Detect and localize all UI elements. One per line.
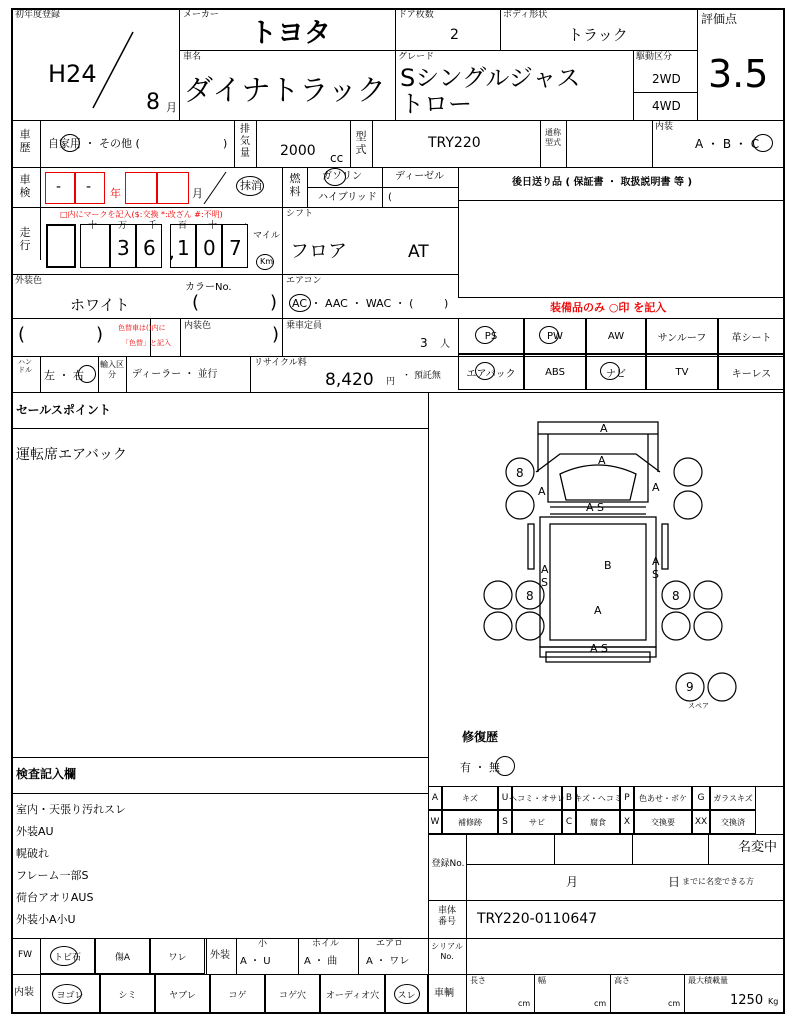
drive-label: 駆動区分 bbox=[636, 52, 673, 62]
score-label: 評価点 bbox=[701, 12, 738, 26]
chassis-label: 車体番号 bbox=[437, 906, 456, 927]
mileage-digit: 6 bbox=[143, 236, 156, 260]
maker: トヨタ bbox=[250, 18, 331, 49]
color-no-paren-close: ) bbox=[270, 292, 278, 313]
km-label: Km bbox=[260, 257, 274, 266]
equipment-item: 革シート bbox=[718, 318, 785, 354]
color-no-label: カラーNo. bbox=[185, 282, 232, 293]
legend-code: U bbox=[498, 786, 512, 810]
fw-label: FW bbox=[18, 950, 33, 960]
disp-label: 排気量 bbox=[240, 124, 250, 159]
legend-code: X bbox=[620, 810, 634, 834]
legend-desc: ガラスキズ bbox=[710, 786, 756, 810]
equipment-item: ABS bbox=[524, 354, 586, 390]
check-item: 荷台アオリAUS bbox=[16, 891, 94, 904]
mileage-mark-box bbox=[46, 224, 76, 268]
aircon-options: AC ・ AAC ・ WAC ・ ( bbox=[292, 297, 414, 310]
load-label: 最大積載量 bbox=[688, 976, 728, 985]
legend-desc: 交換要 bbox=[634, 810, 692, 834]
first-reg-label: 初年度登録 bbox=[15, 10, 61, 20]
interior-item: コゲ bbox=[210, 974, 265, 1014]
capacity: 3 bbox=[420, 336, 428, 350]
height-unit: cm bbox=[668, 999, 681, 1008]
legend-desc: キズ bbox=[442, 786, 498, 810]
mileage-unit-label: 一 bbox=[238, 221, 248, 231]
mileage-note: □内にマークを記入($:交換 *:改ざん #:不明) bbox=[60, 210, 223, 219]
fuel-hybrid: ハイブリッド bbox=[318, 192, 377, 203]
registration-month: 月 bbox=[566, 875, 579, 889]
diag-side-left: A S bbox=[541, 563, 549, 589]
sales-point: 運転席エアバック bbox=[16, 447, 127, 463]
diag-side-right: A S bbox=[652, 555, 660, 581]
registration-change: 名変中 bbox=[738, 840, 778, 855]
diag-tire-rl: 8 bbox=[526, 589, 534, 603]
interior-label: 内装 bbox=[655, 122, 674, 132]
car-name: ダイナトラック bbox=[184, 73, 386, 107]
ext-aero-label: エアロ bbox=[376, 939, 404, 949]
handle-label: ハンドル bbox=[18, 358, 32, 374]
equipment-item: PS bbox=[458, 318, 524, 354]
legend-desc: 腐食 bbox=[576, 810, 620, 834]
sales-label: セールスポイント bbox=[16, 403, 111, 417]
equipment-circle bbox=[539, 326, 559, 344]
fuel-other: ( bbox=[388, 192, 392, 203]
color-change-close: ) bbox=[96, 324, 104, 345]
repair-value: 有 ・ 無 bbox=[460, 761, 500, 774]
ext-wheel-label: ホイル bbox=[312, 939, 340, 949]
check-item: 室内・天張り汚れスレ bbox=[16, 803, 126, 816]
later-items: 後日送り品 ( 保証書 ・ 取扱説明書 等 ) bbox=[512, 177, 693, 188]
capacity-unit: 人 bbox=[440, 339, 450, 350]
equipment-circle bbox=[475, 326, 495, 344]
ext-label: 外装 bbox=[210, 950, 230, 961]
width-unit: cm bbox=[594, 999, 607, 1008]
check-item: 外装小A小U bbox=[16, 913, 76, 926]
mileage-digit: 3 bbox=[117, 236, 130, 260]
legend-desc: キズ・ヘコミ bbox=[576, 786, 620, 810]
exterior-label: 外装色 bbox=[15, 276, 43, 286]
fw-item: ワレ bbox=[150, 938, 205, 974]
diag-bed-b: B bbox=[604, 559, 612, 572]
ext-small-value: A ・ U bbox=[240, 956, 271, 967]
model-label: 型式 bbox=[355, 130, 367, 156]
shift-label: シフト bbox=[286, 209, 314, 219]
equip-title: 装備品のみ ○印 を記入 bbox=[550, 301, 667, 314]
color-change-note-2: 「色替」と記入 bbox=[122, 339, 171, 347]
fuel-circle bbox=[324, 168, 346, 186]
equipment-item: エアバック bbox=[458, 354, 524, 390]
interior-color-close: ) bbox=[272, 324, 280, 345]
legend-code: XX bbox=[692, 810, 710, 834]
drive-4wd: 4WD bbox=[652, 99, 681, 113]
mileage-unit-label: 十 bbox=[208, 221, 218, 231]
exterior-color: ホワイト bbox=[70, 296, 130, 314]
fw-item: トビ石 bbox=[40, 938, 95, 974]
legend-code: G bbox=[692, 786, 710, 810]
history-value: 自家用 ・ その他 ( bbox=[48, 137, 140, 150]
disp-unit: cc bbox=[330, 151, 344, 165]
aircon-label: エアコン bbox=[286, 276, 322, 286]
equipment-item: PW bbox=[524, 318, 586, 354]
aircon-circle bbox=[289, 294, 311, 312]
mileage-label: 走行 bbox=[19, 226, 31, 252]
history-label: 車歴 bbox=[19, 128, 31, 154]
aircon-close: ) bbox=[444, 297, 449, 310]
interior-item: スレ bbox=[385, 974, 428, 1014]
handle-value: 左 ・ 右 bbox=[44, 369, 84, 382]
check-item: フレーム一部S bbox=[16, 869, 89, 882]
legend-desc: 交換済 bbox=[710, 810, 756, 834]
serial-label: シリアルNo. bbox=[431, 942, 463, 961]
equipment-item: ナビ bbox=[586, 354, 646, 390]
check-item: 外装AU bbox=[16, 825, 54, 838]
legend-desc: 補修跡 bbox=[442, 810, 498, 834]
fw-item: 傷A bbox=[95, 938, 150, 974]
first-reg-year: H24 bbox=[48, 60, 97, 88]
length-unit: cm bbox=[518, 999, 531, 1008]
history-circle bbox=[60, 134, 80, 152]
mileage-unit-label: 万 bbox=[118, 221, 128, 231]
legend-code: S bbox=[498, 810, 512, 834]
interior-circle bbox=[394, 984, 420, 1004]
length-label: 長さ bbox=[470, 976, 486, 985]
max-load: 1250 bbox=[730, 993, 764, 1008]
km-circle bbox=[256, 254, 274, 270]
interior-item: ヤブレ bbox=[155, 974, 210, 1014]
interior-grade: A ・ B ・ C bbox=[695, 137, 760, 151]
mileage-comma: , bbox=[169, 242, 175, 263]
diag-tire-rr: 8 bbox=[672, 589, 680, 603]
drive-2wd: 2WD bbox=[652, 72, 681, 86]
height-label: 高さ bbox=[614, 976, 630, 985]
diag-spare-value: 9 bbox=[686, 680, 694, 694]
mileage-digit: 1 bbox=[177, 236, 190, 260]
registration-label: 登録No. bbox=[431, 859, 465, 869]
int-label: 内装 bbox=[14, 987, 34, 998]
insp-dash-1: - bbox=[56, 179, 62, 195]
maker-label: メーカー bbox=[183, 10, 219, 20]
doors-label: ドア枚数 bbox=[398, 10, 434, 20]
size-label: 車輌 bbox=[434, 988, 454, 999]
insp-box-4 bbox=[157, 172, 189, 204]
body-label: ボディ形状 bbox=[503, 10, 548, 20]
shift-type: フロア bbox=[290, 240, 348, 262]
registration-day: 日 bbox=[668, 875, 681, 889]
legend-code: A bbox=[428, 786, 442, 810]
repair-label: 修復歴 bbox=[462, 730, 499, 744]
import-label: 輸入区分 bbox=[100, 360, 124, 379]
legend-desc: ヘコミ・オサレ bbox=[512, 786, 562, 810]
grade-line2: トロー bbox=[400, 90, 472, 118]
mileage-digit: 0 bbox=[203, 236, 216, 260]
legend-code: W bbox=[428, 810, 442, 834]
mileage-unit-label: 十 bbox=[88, 221, 98, 231]
ext-small-label: 小 bbox=[258, 939, 268, 949]
equipment-item: キーレス bbox=[718, 354, 785, 390]
grade-label: グレード bbox=[398, 52, 435, 62]
insp-none-circle bbox=[236, 176, 264, 196]
recycle-unit: 円 bbox=[386, 377, 396, 387]
equipment-item: AW bbox=[586, 318, 646, 354]
first-reg-month-unit: 月 bbox=[166, 101, 177, 114]
fw-circle bbox=[50, 946, 78, 966]
inspection-label: 車検 bbox=[19, 173, 31, 199]
mileage-digit: 7 bbox=[229, 236, 242, 260]
registration-deadline: までに名変できる方 bbox=[682, 877, 754, 886]
interior-item: ヨゴレ bbox=[40, 974, 100, 1014]
equipment-item: サンルーフ bbox=[646, 318, 718, 354]
diag-cab: A bbox=[598, 454, 606, 467]
mile-label: マイル bbox=[253, 231, 280, 241]
insp-dash-2: - bbox=[86, 179, 92, 195]
interior-color-label: 内装色 bbox=[184, 321, 212, 331]
mileage-unit-label: 百 bbox=[178, 221, 188, 231]
diag-bed-a: A bbox=[594, 604, 602, 617]
grade-line1: Sシングルジャス bbox=[400, 64, 581, 92]
repair-circle bbox=[495, 756, 515, 776]
reg-slash bbox=[85, 30, 145, 110]
interior-circle bbox=[753, 134, 773, 152]
first-reg-month: 8 bbox=[146, 90, 160, 115]
interior-item: シミ bbox=[100, 974, 155, 1014]
equipment-circle bbox=[600, 362, 620, 380]
insp-none: 抹消 bbox=[240, 179, 262, 192]
width-label: 幅 bbox=[538, 976, 546, 985]
max-load-unit: Kg bbox=[768, 997, 779, 1006]
checks-label: 検査記入欄 bbox=[16, 767, 77, 781]
capacity-label: 乗車定員 bbox=[286, 321, 323, 331]
chassis-number: TRY220-0110647 bbox=[477, 911, 598, 927]
fuel-gasoline: ガソリン bbox=[322, 171, 362, 182]
insp-year-unit: 年 bbox=[110, 187, 121, 200]
color-change-note-1: 色替車は()内に bbox=[118, 324, 166, 332]
color-change-open: ( bbox=[18, 324, 26, 345]
diag-spare-label: スペア bbox=[688, 702, 709, 710]
ext-aero-value: A ・ ワレ bbox=[366, 956, 410, 967]
insp-slash bbox=[200, 170, 230, 206]
legend-code: C bbox=[562, 810, 576, 834]
legend-desc: サビ bbox=[512, 810, 562, 834]
interior-circle bbox=[52, 984, 82, 1004]
insp-month-unit: 月 bbox=[192, 187, 203, 200]
check-item: 幌破れ bbox=[16, 847, 49, 860]
fuel-diesel: ディーゼル bbox=[395, 171, 444, 182]
diag-cab-right: A bbox=[652, 481, 660, 494]
recycle-label: リサイクル料 bbox=[254, 358, 307, 368]
equipment-circle bbox=[475, 362, 495, 380]
diag-rear: A S bbox=[590, 642, 609, 655]
interior-item: コゲ穴 bbox=[265, 974, 320, 1014]
fuel-label: 燃料 bbox=[289, 172, 301, 198]
doors: 2 bbox=[450, 27, 459, 43]
interior-item: オーディオ穴 bbox=[320, 974, 385, 1014]
shift-trans: AT bbox=[408, 242, 429, 262]
diag-tire-fl: 8 bbox=[516, 466, 524, 480]
legend-desc: 色あせ・ボケ bbox=[634, 786, 692, 810]
recycle-fee: 8,420 bbox=[325, 370, 374, 390]
body-type: トラック bbox=[568, 26, 628, 44]
deposit: ・ 預託無 bbox=[402, 371, 441, 381]
ext-wheel-value: A ・ 曲 bbox=[304, 956, 338, 967]
mileage-unit-label: 千 bbox=[148, 221, 158, 231]
legend-code: B bbox=[562, 786, 576, 810]
diag-front: A bbox=[600, 422, 608, 435]
legend-code: P bbox=[620, 786, 634, 810]
model: TRY220 bbox=[428, 135, 481, 151]
name-label: 車名 bbox=[183, 52, 202, 62]
common-model-label: 通称型式 bbox=[545, 128, 561, 147]
diag-cab-left: A bbox=[538, 485, 546, 498]
diag-as-top: A S bbox=[586, 501, 605, 514]
equipment-item: TV bbox=[646, 354, 718, 390]
displacement: 2000 bbox=[280, 143, 316, 159]
insp-box-3 bbox=[125, 172, 157, 204]
handle-circle bbox=[78, 365, 96, 383]
history-close: ) bbox=[223, 137, 228, 150]
color-no-paren-open: ( bbox=[192, 292, 200, 313]
import-value: ディーラー ・ 並行 bbox=[132, 369, 218, 380]
score: 3.5 bbox=[708, 52, 769, 96]
